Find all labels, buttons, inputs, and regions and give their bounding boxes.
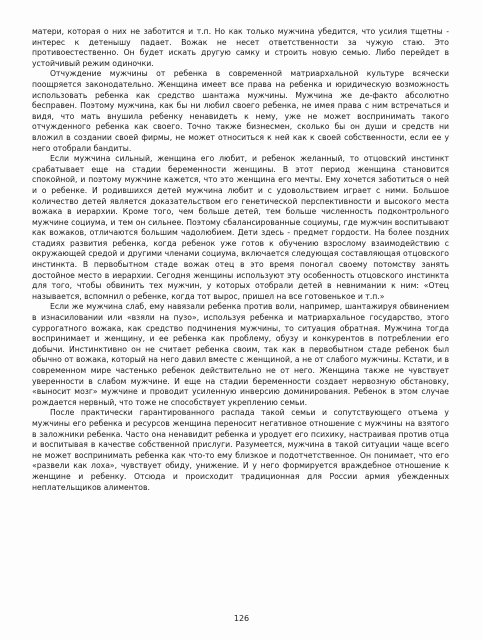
paragraph: Если же мужчина слаб, ему навязали ребенка против воли, например, шантажируя обвинением в изнасиловании или «взяли на пузо», используя ребенка и матриархальное государство, этого суррогатного вожака, как средство подчинения мужчины, то ситуация обратная. Мужчина тогда воспринимает и женщину, и ее ребенка как проблему, обузу и конкурентов в потреблении его добычи. Инстинктивно он не считает ребенка своим, так как в первобытном стаде ребенок был обычно от вожака, который на него давил вместе с женщиной, а не от слабого мужчины. Кстати, и в современном мире частенько ребенок действительно не от него. Женщина также не чувствует уверенности в слабом мужчине. И еще на стадии беременности создает нервозную обстановку, «выносит мозг» мужчине и проводит усиленную инверсию доминирования. Ребенок в этом случае рождается нервный, что тоже не способствует укреплению семьи.	[32, 302, 449, 407]
paragraph: матери, которая о них не заботится и т.п. Но как только мужчина убедится, что усилия тщетны - интерес к детенышу падает. Вожак не несет ответственности за чужую стаю. Это противоестественно. Он будет искать другую самку и строить новую семью. Либо перейдет в устойчивый режим одиночки.	[32, 27, 449, 68]
paragraph: Если мужчина сильный, женщина его любит, и ребенок желанный, то отцовский инстинкт срабатывает еще на стадии беременности женщины. В этот период женщина становится спокойной, и поэтому мужчине кажется, что это женщина его мечты. Ему хочется заботиться о ней и о ребенке. И родившихся детей мужчина любит и с удовольствием играет с ними. Большое количество детей является доказательством его генетической перспективности и высокого места вожака в иерархии. Кроме того, чем больше детей, тем больше численность подконтрольного мужчине социума, и тем он сильнее. Поэтому сбалансированные социумы, где мужчин воспитывают как вожаков, отличаются большим чадолюбием. Дети здесь - предмет гордости. На более поздних стадиях развития ребенка, когда ребенок уже готов к обучению взрослому взаимодействию с окружающей средой и другими членами социума, включается следующая составляющая отцовского инстинкта. В первобытном стаде вожак отец в это время поногал своему потомству занять достойное место в иерархии. Сегодня женщины используют эту особенность отцовского инстинкта для того, чтобы обвинить тех мужчин, у которых отобрали детей в невнимании к ним: «Отец называется, вспомнил о ребенке, когда тот вырос, пришел на все готовенькое и т.п.»	[32, 154, 449, 301]
paragraph: Отчуждение мужчины от ребенка в современной матриархальной культуре всячески поощряется законодательно. Женщина имеет все права на ребенка и юридическую возможность использовать ребенка как средство шантажа мужчины. Мужчина же де-факто абсолютно бесправен. Поэтому мужчина, как бы ни любил своего ребенка, не имея права с ним встречаться и видя, что мать внушила ребенку ненавидеть к нему, уже не может воспринимать такого отчужденного ребенка как своего. Точно также бизнесмен, сколько бы он души и средств ни вложил в создании своей фирмы, не может относиться к ней как к своей собственности, если ее у него отобрали бандиты.	[32, 69, 449, 153]
body-text	[32, 27, 449, 493]
paragraph: После практически гарантированного распада такой семьи и сопутствующего отъема у мужчины его ребенка и ресурсов женщина переносит негативное отношение с мужчины на взятого в заложники ребенка. Часто она ненавидит ребенка и уродует его психику, настраивая против отца и воспитывая в качестве собственной прислуги. Разумеется, мужчина в такой ситуации чаще всего не может воспринимать ребенка как что-то ему близкое и подотчетственное. Он понимает, что его «развели как лоха», чувствует обиду, унижение. И у него формируется враждебное отношение к женщине и ребенку. Отсюда и происходит традиционная для России армия убежденных неплательщиков алиментов.	[32, 408, 449, 492]
page-number: 126	[233, 614, 250, 623]
